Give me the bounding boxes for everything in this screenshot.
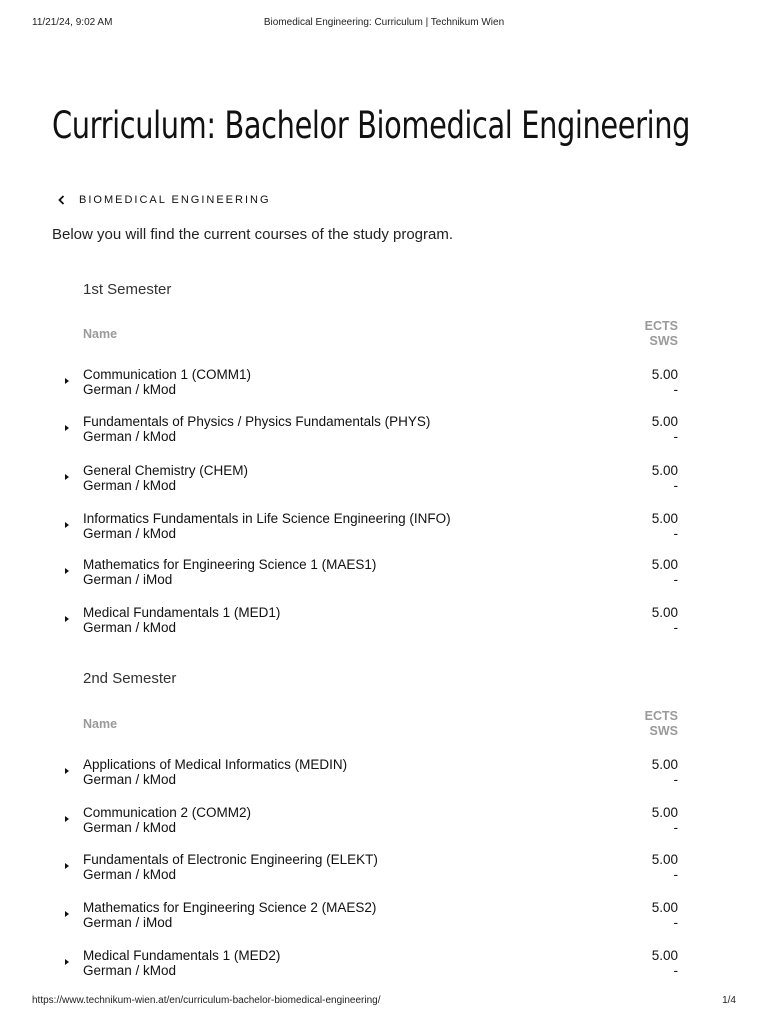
course-sws: - [673,620,678,635]
caret-right-icon [63,562,71,570]
column-header-sws: SWS [649,334,678,348]
course-name: Medical Fundamentals 1 (MED2) [83,948,281,963]
course-name: Mathematics for Engineering Science 1 (MAES1) [83,557,377,572]
course-name: Informatics Fundamentals in Life Science Engineering (INFO) [83,511,451,526]
column-header-sws: SWS [649,724,678,738]
course-sws: - [673,772,678,787]
course-row[interactable] [0,852,768,886]
caret-right-icon [63,468,71,476]
course-ects: 5.00 [651,605,678,620]
course-row[interactable] [0,805,768,839]
course-language: German / kMod [83,772,177,787]
course-language: German / kMod [83,820,177,835]
course-row[interactable] [0,948,768,982]
caret-right-icon [63,516,71,524]
course-language: German / kMod [83,382,177,397]
column-header-ects: ECTS [644,709,678,723]
course-name: General Chemistry (CHEM) [83,463,249,478]
course-ects: 5.00 [651,414,678,429]
course-language: German / kMod [83,867,177,882]
course-language: German / kMod [83,478,177,493]
course-ects: 5.00 [651,511,678,526]
course-language: German / kMod [83,620,177,635]
course-language: German / kMod [83,963,177,978]
column-header-name: Name [83,717,118,731]
course-ects: 5.00 [651,757,678,772]
course-row[interactable] [0,900,768,934]
print-footer [32,995,736,1009]
course-row[interactable] [0,414,768,448]
print-url: https://www.technikum-wien.at/en/curriculum-bachelor-biomedical-engineering/ [32,995,381,1006]
caret-right-icon [63,419,71,427]
course-ects: 5.00 [651,948,678,963]
course-sws: - [673,915,678,930]
course-name: Applications of Medical Informatics (MEDIN) [83,757,348,772]
course-name: Fundamentals of Electronic Engineering (ELEKT) [83,852,378,867]
chevron-left-icon [52,192,74,208]
course-ects: 5.00 [651,852,678,867]
course-sws: - [673,572,678,587]
course-sws: - [673,820,678,835]
course-sws: - [673,429,678,444]
course-language: German / kMod [83,429,177,444]
semester-title: 2nd Semester [83,670,177,687]
course-sws: - [673,526,678,541]
course-language: German / iMod [83,572,173,587]
caret-right-icon [63,762,71,770]
course-ects: 5.00 [651,900,678,915]
caret-right-icon [63,610,71,618]
course-ects: 5.00 [651,367,678,382]
course-name: Communication 2 (COMM2) [83,805,252,820]
course-language: German / iMod [83,915,173,930]
back-link[interactable] [52,192,271,208]
course-language: German / kMod [83,526,177,541]
course-name: Communication 1 (COMM1) [83,367,252,382]
caret-right-icon [63,810,71,818]
course-row[interactable] [0,605,768,639]
course-ects: 5.00 [651,805,678,820]
column-header-ects-sws [618,319,678,349]
course-name: Fundamentals of Physics / Physics Fundamentals (PHYS) [83,414,431,429]
course-ects: 5.00 [651,557,678,572]
course-ects: 5.00 [651,463,678,478]
course-sws: - [673,867,678,882]
page-title: Curriculum: Bachelor Biomedical Engineering [52,104,691,147]
column-header-ects: ECTS [644,319,678,333]
course-row[interactable] [0,463,768,497]
course-sws: - [673,963,678,978]
column-header-name: Name [83,327,118,341]
course-row[interactable] [0,367,768,401]
print-datetime: 11/21/24, 9:02 AM [32,17,113,28]
caret-right-icon [63,372,71,380]
course-sws: - [673,382,678,397]
course-row[interactable] [0,511,768,545]
caret-right-icon [63,857,71,865]
course-sws: - [673,478,678,493]
caret-right-icon [63,905,71,913]
semester-title: 1st Semester [83,281,172,298]
back-link-label: BIOMEDICAL ENGINEERING [79,194,271,206]
caret-right-icon [63,953,71,961]
course-row[interactable] [0,757,768,791]
print-page-title: Biomedical Engineering: Curriculum | Technikum Wien [263,17,505,28]
print-page-number: 1/4 [722,995,736,1006]
course-name: Medical Fundamentals 1 (MED1) [83,605,281,620]
course-row[interactable] [0,557,768,591]
column-header-ects-sws [618,709,678,739]
print-header [32,17,736,31]
course-name: Mathematics for Engineering Science 2 (MAES2) [83,900,377,915]
intro-text: Below you will find the current courses of the study program. [52,226,454,243]
